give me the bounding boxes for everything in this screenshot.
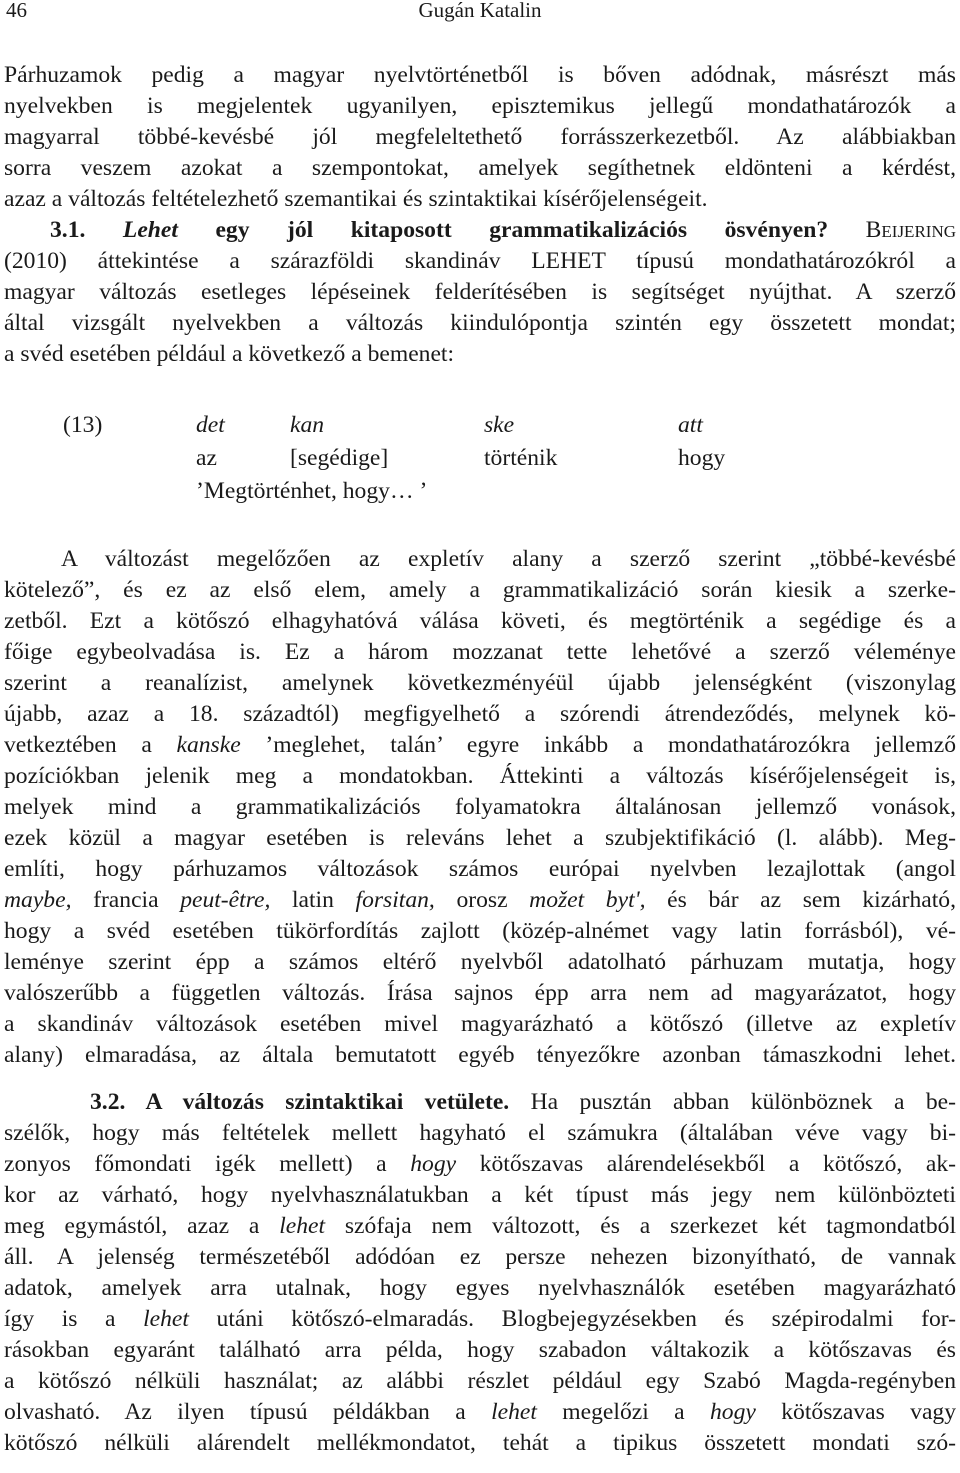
gloss-word: [segédige]	[290, 445, 389, 471]
gloss-translation: ’Megtörténhet, hogy… ’	[196, 478, 428, 504]
gloss-source-word: det	[196, 412, 225, 438]
section-heading: 3.2. A változás szintaktikai vetülete.	[90, 1089, 510, 1115]
text-line: sorra veszem azokat a szempontokat, amelyek segíthetnek eldönteni a kérdést,	[4, 155, 956, 181]
italic-term: forsitan,	[355, 887, 435, 913]
text-line: kor az várható, hogy nyelvhasználatukban a két típust más jegy nem különbözteti	[4, 1182, 956, 1208]
text-line: meg egymástól, azaz a lehet szófaja nem változott, és a szerkezet két tagmondatból	[4, 1213, 957, 1239]
text-line: így is a lehet utáni kötőszó-elmaradás. Blogbejegyzésekben és szépirodalmi for-	[4, 1306, 957, 1332]
text-line: rásokban egyaránt található arra példa, hogy szabadon váltakozik a kötőszavas és	[4, 1337, 956, 1363]
text-line: azaz a változás feltételezhető szemantikai és szintaktikai kísérőjelenségeit.	[4, 186, 708, 212]
section-number: 3.1.	[50, 217, 86, 243]
italic-term: hogy	[710, 1399, 756, 1425]
italic-term: lehet	[143, 1306, 189, 1332]
page-header	[0, 0, 960, 24]
text-line: magyarral többé-kevésbé jól megfeleltethető forrásszerkezetből. Az alábbiakban	[4, 124, 956, 150]
text-line: zetből. Ezt a kötőszó elhagyhatóvá válása követi, és megtörténik a segédige és a	[4, 608, 956, 634]
text-line: vetkeztében a kanske ’meglehet, talán’ egyre inkább a mondathatározókra jellemző	[4, 732, 956, 758]
text-line: nyelvekben is megjelentek ugyanilyen, episztemikus jellegű mondathatározók a	[4, 93, 956, 119]
italic-term: lehet	[491, 1399, 537, 1425]
text-line: főige egybeolvadása is. Ez a három mozzanat tette lehetővé a szerző véleménye	[4, 639, 956, 665]
text-line: a svéd esetében például a következő a bemenet:	[4, 341, 455, 367]
text-line: a kötőszó nélküli használat; az alábbi részlet például egy Szabó Magda-regényben	[4, 1368, 956, 1394]
text-line: újabb, azaz a 18. századtól) megfigyelhető a szórendi átrendeződés, melynek kö-	[4, 701, 956, 727]
text-line: által vizsgált nyelvekben a változás kiindulópontja szintén egy összetett mondat;	[4, 310, 956, 336]
text-line: maybe, francia peut-être, latin forsitan, orosz možet byt', és bár az sem kizárható,	[4, 887, 956, 913]
text-line: a skandináv változások esetében mivel magyarázható a kötőszó (illetve az expletív	[4, 1011, 956, 1037]
text-line: adatok, amelyek arra utalnak, hogy egyes nyelvhasználók esetében magyarázható	[4, 1275, 956, 1301]
text-line: hogy a svéd esetében tükörfordítás zajlott (közép-alnémet vagy latin forrásból), vé-	[4, 918, 956, 944]
section-heading-line: 3.2. A változás szintaktikai vetülete. Ha pusztán abban különböznek a be-	[90, 1089, 956, 1115]
text-line: említi, hogy párhuzamos változások számos európai nyelvben lezajlottak (angol	[4, 856, 956, 882]
running-head-author: Gugán Katalin	[418, 0, 542, 22]
text-line: pozíciókban jelenik meg a mondatokban. Áttekinti a változás kísérőjelenségeit is,	[4, 763, 956, 789]
section-title-italic: Lehet	[122, 217, 178, 243]
section-title: egy jól kitaposott grammatikalizációs ösvényen?	[177, 217, 829, 243]
gloss-source-word: kan	[290, 412, 325, 438]
example-number: (13)	[63, 412, 103, 438]
italic-term: peut-être,	[180, 887, 271, 913]
text-line: Párhuzamok pedig a magyar nyelvtörténetből is bőven adódnak, másrészt más	[4, 62, 956, 88]
text-line: szerint a reanalízist, amelynek következményéül újabb jelenségként (viszonylag	[4, 670, 956, 696]
italic-term: maybe,	[4, 887, 72, 913]
text-line: olvasható. Az ilyen típusú példákban a lehet megelőzi a hogy kötőszavas vagy	[4, 1399, 957, 1425]
text-line: zonyos főmondati igék mellett) a hogy kötőszavas alárendelésekből a kötőszó, ak-	[4, 1151, 956, 1177]
italic-term: hogy	[410, 1151, 457, 1177]
italic-term: lehet	[279, 1213, 326, 1239]
text-line: szélők, hogy más feltételek mellett hagyható el számukra (általában véve vagy bi-	[4, 1120, 956, 1146]
gloss-source-word: att	[678, 412, 703, 438]
text-line: kötőszó nélküli alárendelt mellékmondatot, tehát a tipikus összetett mondati szó-	[4, 1430, 956, 1456]
italic-term: kanske	[176, 732, 241, 758]
text-line: magyar változás esetleges lépéseinek felderítésében is segítséget nyújthat. A szerző	[4, 279, 956, 305]
text-line: melyek mind a grammatikalizációs folyamatokra általánosan jellemző vonások,	[4, 794, 956, 820]
page-number: 46	[6, 0, 27, 22]
text-line: A változást megelőzően az expletív alany a szerző szerint „többé-kevésbé	[61, 546, 956, 572]
text-line: (2010) áttekintése a szárazföldi skandináv LEHET típusú mondathatározókról a	[4, 248, 956, 274]
text-line: kötelező”, és ez az első elem, amely a grammatikalizáció során kiesik a szerke-	[4, 577, 956, 603]
text-line: áll. A jelenség természetéből adódóan ez persze nehezen bizonyítható, de vannak	[4, 1244, 956, 1270]
gloss-word: az	[196, 445, 217, 471]
gloss-source-word: ske	[484, 412, 515, 438]
section-heading-line	[4, 215, 956, 246]
gloss-word: hogy	[678, 445, 726, 471]
gloss-word: történik	[484, 445, 558, 471]
text-line: leménye szerint épp a számos eltérő nyelvből adatolható párhuzam mutatja, hogy	[4, 949, 956, 975]
cited-author: Beijering	[865, 217, 956, 243]
text-line: alany) elmaradása, az általa bemutatott egyéb tényezőkre azonban támaszkodni lehet.	[4, 1042, 956, 1068]
text-line: valószerűbb a független változás. Írása sajnos épp arra nem ad magyarázatot, hogy	[4, 980, 956, 1006]
italic-term: možet byt',	[529, 887, 646, 913]
text-line: ezek közül a magyar esetében is releváns lehet a szubjektifikáció (l. alább). Meg-	[4, 825, 956, 851]
